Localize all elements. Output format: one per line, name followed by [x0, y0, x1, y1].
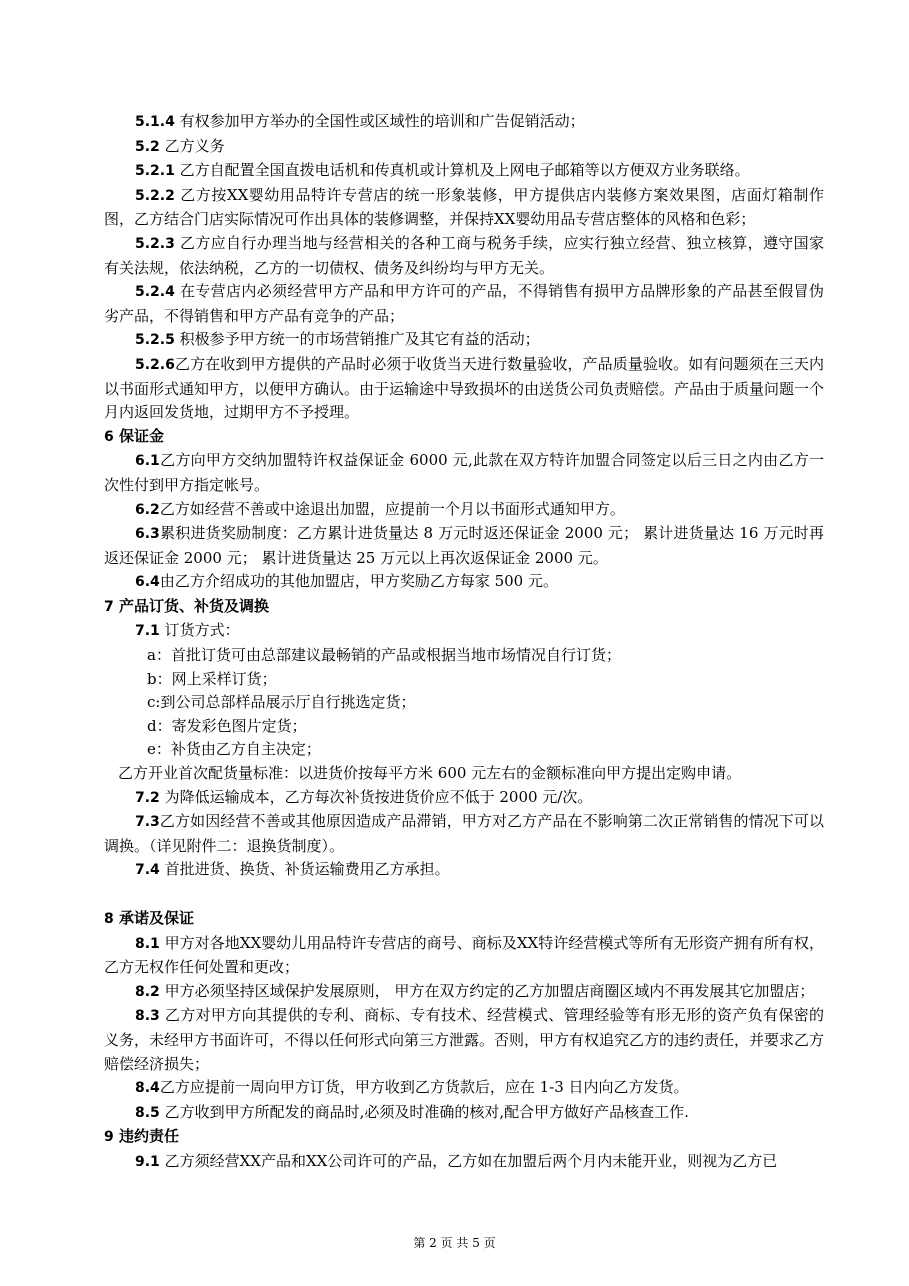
- clause-5-2-3: 5.2.3 乙方应自行办理当地与经营相关的各种工商与税务手续，应实行独立经营、独立核算，遵守国家有关法规，依法纳税，乙方的一切债权、债务及纠纷均与甲方无关。: [104, 233, 824, 277]
- clause-7-2: 7.2 为降低运输成本，乙方每次补货按进货价应不低于 2000 元/次。: [135, 787, 593, 806]
- clause-7-3: 7.3乙方如因经营不善或其他原因造成产品滞销，甲方对乙方产品在不影响第二次正常销售的情况下可以调换。（详见附件二：退换货制度）。: [104, 812, 824, 855]
- clause-6-1: 6.1乙方向甲方交纳加盟特许权益保证金 6000 元,此款在双方特许加盟合同签定以后三日之内由乙方一次性付到甲方指定帐号。: [104, 451, 824, 494]
- clause-7-1: 7.1 订货方式：: [135, 621, 240, 640]
- clause-5-2: 5.2 乙方义务: [135, 136, 225, 155]
- clause-5-1-4: 5.1.4 有权参加甲方举办的全国性或区域性的培训和广告促销活动；: [135, 112, 585, 130]
- clause-8-3: 8.3 乙方对甲方向其提供的专利、商标、专有技术、经营模式、管理经验等有形无形的资产负有保密的义务，未经甲方书面许可，不得以任何形式向第三方泄露。否则，甲方有权追究乙方的违约责任，并要求乙方赔偿经济损失；: [104, 1006, 825, 1073]
- order-method-e: e：补货由乙方自主决定；: [147, 740, 321, 759]
- section-6-heading: 6 保证金: [104, 426, 164, 445]
- clause-6-4: 6.4由乙方介绍成功的其他加盟店，甲方奖励乙方每家 500 元。: [135, 572, 558, 591]
- clause-5-2-1: 5.2.1 乙方自配置全国直拨电话机和传真机或计算机及上网电子邮箱等以方便双方业务联络。: [135, 161, 750, 180]
- clause-5-2-2: 5.2.2 乙方按XX婴幼用品特许专营店的统一形象装修，甲方提供店内装修方案效果图，店面灯箱制作图，乙方结合门店实际情况可作出具体的装修调整，并保持XX婴幼用品专营店整体的风格和色彩；: [104, 185, 824, 229]
- section-7-heading: 7 产品订货、补货及调换: [104, 596, 269, 615]
- blank-line: [104, 883, 824, 907]
- clause-6-3: 6.3累积进货奖励制度：乙方累计进货量达 8 万元时返还保证金 2000 元； 累计进货量达 16 万元时再返还保证金 2000 元； 累计进货量达 25 万元以上再次返保证金 2000 元。: [104, 524, 824, 567]
- page-footer: 第 2 页 共 5 页: [413, 1236, 496, 1250]
- document-body: [104, 110, 824, 1175]
- order-method-d: d：寄发彩色图片定货；: [147, 716, 307, 735]
- order-method-b: b：网上采样订货；: [147, 669, 277, 688]
- order-method-c: c:到公司总部样品展示厅自行挑选定货；: [147, 693, 416, 712]
- clause-8-2: 8.2 甲方必须坚持区域保护发展原则， 甲方在双方约定的乙方加盟店商圈区域内不再发展其它加盟店；: [135, 981, 815, 1000]
- clause-5-2-4: 5.2.4 在专营店内必须经营甲方产品和甲方许可的产品，不得销售有损甲方品牌形象的产品甚至假冒伪劣产品，不得销售和甲方产品有竞争的产品；: [104, 282, 824, 325]
- clause-8-1: 8.1 甲方对各地XX婴幼儿用品特许专营店的商号、商标及XX特许经营模式等所有无形资产拥有所有权，乙方无权作任何处置和更改；: [104, 933, 824, 977]
- clause-6-2: 6.2乙方如经营不善或中途退出加盟，应提前一个月以书面形式通知甲方。: [135, 499, 625, 518]
- clause-5-2-6: 5.2.6乙方在收到甲方提供的产品时必须于收货当天进行数量验收，产品质量验收。如有问题须在三天内以书面形式通知甲方，以便甲方确认。由于运输途中导致损坏的由送货公司负责赔偿。产品由于质量问题一个月内返回发货地，过期甲方不予授理。: [104, 354, 825, 422]
- clause-5-2-5: 5.2.5 积极参予甲方统一的市场营销推广及其它有益的活动；: [135, 330, 540, 349]
- clause-8-4: 8.4乙方应提前一周向甲方订货，甲方收到乙方货款后，应在 1-3 日内向乙方发货。: [135, 1078, 689, 1097]
- order-method-a: a：首批订货可由总部建议最畅销的产品或根据当地市场情况自行订货；: [147, 646, 621, 665]
- clause-9-1: 9.1 乙方须经营XX产品和XX公司许可的产品，乙方如在加盟后两个月内未能开业，则视为乙方已: [135, 1151, 778, 1170]
- section-9-heading: 9 违约责任: [104, 1127, 179, 1146]
- clause-8-5: 8.5 乙方收到甲方所配发的商品时,必须及时准确的核对,配合甲方做好产品核查工作.: [135, 1102, 689, 1121]
- clause-7-4: 7.4 首批进货、换货、补货运输费用乙方承担。: [135, 860, 450, 879]
- first-order-standard: 乙方开业首次配货量标准：以进货价按每平方米 600 元左右的金额标准向甲方提出定购申请。: [118, 764, 742, 783]
- section-8-heading: 8 承诺及保证: [104, 909, 194, 927]
